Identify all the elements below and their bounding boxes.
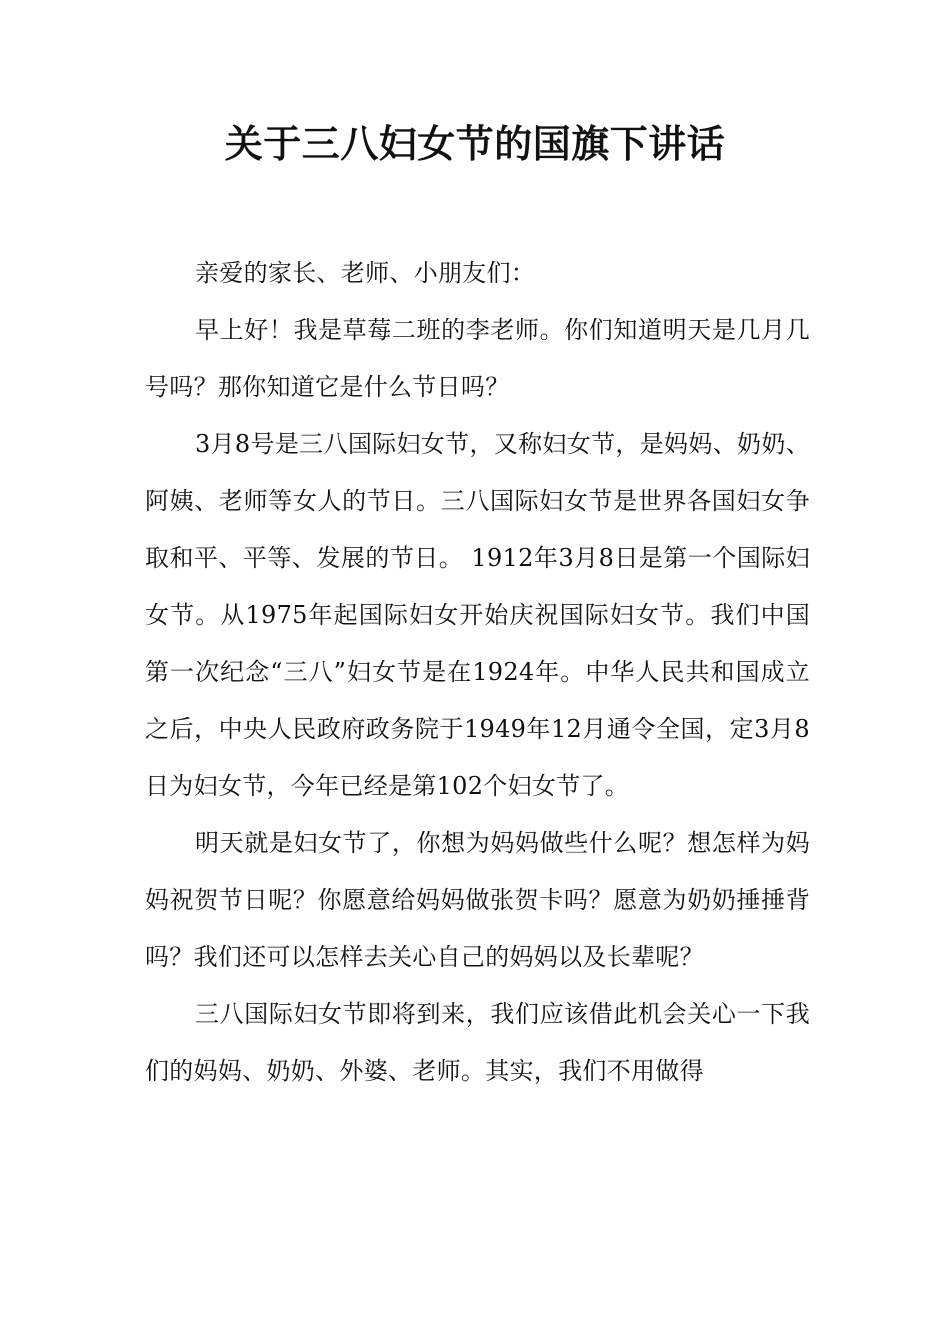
- paragraph-introduction: 早上好！我是草莓二班的李老师。你们知道明天是几月几号吗？那你知道它是什么节日吗？: [145, 316, 810, 401]
- paragraph-greeting: 亲爱的家长、老师、小朋友们：: [195, 259, 536, 287]
- document-body: [145, 245, 810, 1100]
- paragraph-history: 3月8号是三八国际妇女节，又称妇女节，是妈妈、奶奶、阿姨、老师等女人的节日。三八国际妇女节是世界各国妇女争取和平、平等、发展的节日。 1912年3月8日是第一个国际妇女节。从1975年起国际妇女开始庆祝国际妇女节。我们中国第一次纪念“三八”妇女节是在1924年。中华人民共和国成立之后，中央人民政府政务院于1949年12月通令全国，定3月8日为妇女节，今年已经是第102个妇女节了。: [145, 430, 810, 800]
- document-title: 关于三八妇女节的国旗下讲话: [224, 121, 726, 166]
- paragraph-closing: 三八国际妇女节即将到来，我们应该借此机会关心一下我们的妈妈、奶奶、外婆、老师。其实，我们不用做得: [145, 1000, 810, 1085]
- paragraph-questions: 明天就是妇女节了，你想为妈妈做些什么呢？想怎样为妈妈祝贺节日呢？你愿意给妈妈做张贺卡吗？愿意为奶奶捶捶背吗？我们还可以怎样去关心自己的妈妈以及长辈呢？: [145, 829, 810, 971]
